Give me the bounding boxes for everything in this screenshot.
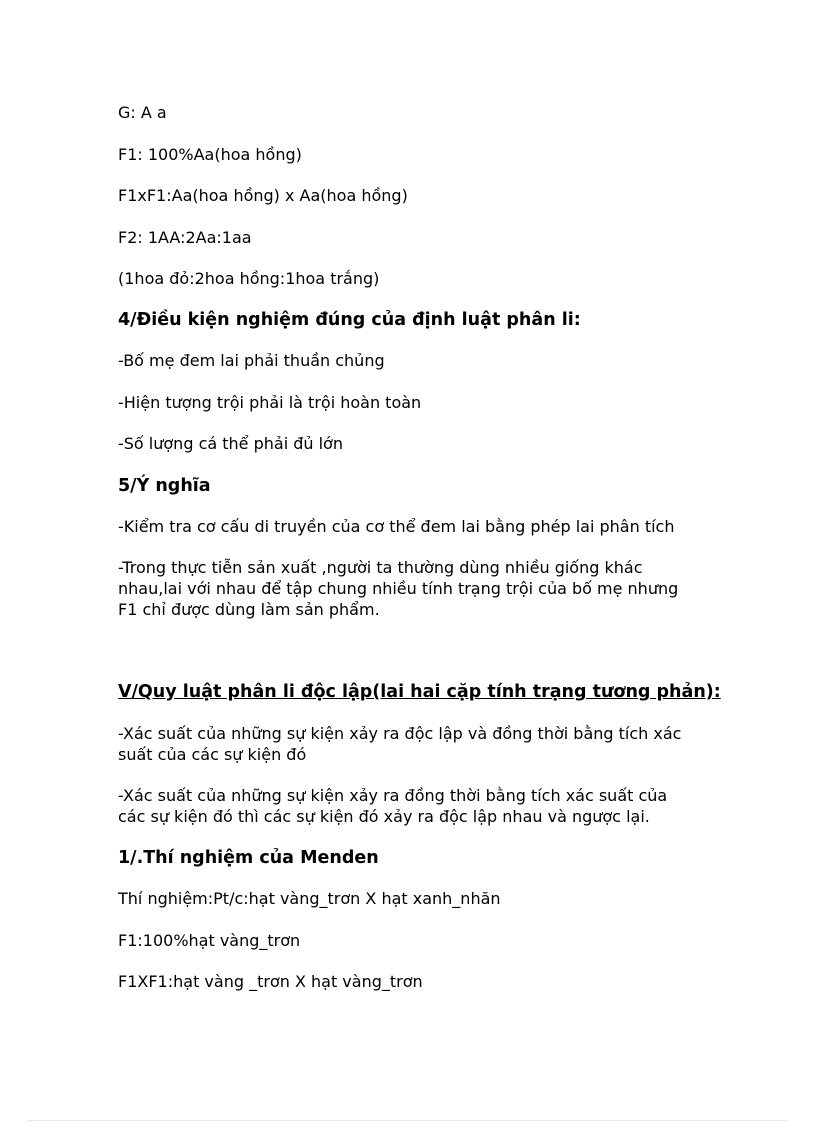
f1-line: F1: 100%Aa(hoa hồng) [118, 145, 302, 164]
meaning-2-line-2: nhau,lai với nhau để tập chung nhiều tính trạng trội của bố mẹ nhưng [118, 579, 679, 598]
section-heading-experiment: 1/.Thí nghiệm của Menden [118, 848, 379, 868]
condition-2: -Hiện tượng trội phải là trội hoàn toàn [118, 393, 422, 412]
condition-1: -Bố mẹ đem lai phải thuần chủng [118, 351, 385, 370]
probability-2-line-1: -Xác suất của những sự kiện xảy ra đồng thời bằng tích xác suất của [118, 786, 668, 805]
probability-1-line-2: suất của các sự kiện đó [118, 745, 307, 764]
chapter-heading-independent-assortment: V/Quy luật phân li độc lập(lai hai cặp tính trạng tương phản): [118, 682, 721, 702]
phenotype-ratio-line: (1hoa đỏ:2hoa hồng:1hoa trắng) [118, 269, 380, 288]
f1xf1-line: F1xF1:Aa(hoa hồng) x Aa(hoa hồng) [118, 186, 408, 205]
section-heading-conditions: 4/Điều kiện nghiệm đúng của định luật phân li: [118, 310, 581, 330]
probability-2-line-2: các sự kiện đó thì các sự kiện đó xảy ra độc lập nhau và ngược lại. [118, 807, 650, 826]
experiment-line-2: F1:100%hạt vàng_trơn [118, 931, 301, 950]
condition-3: -Số lượng cá thể phải đủ lớn [118, 434, 343, 453]
experiment-line-1: Thí nghiệm:Pt/c:hạt vàng_trơn X hạt xanh_nhăn [118, 889, 501, 908]
probability-1-line-1: -Xác suất của những sự kiện xảy ra độc lập và đồng thời bằng tích xác [118, 724, 682, 743]
section-heading-meaning: 5/Ý nghĩa [118, 476, 211, 496]
meaning-2-line-1: -Trong thực tiễn sản xuất ,người ta thường dùng nhiều giống khác [118, 558, 643, 577]
f2-line: F2: 1AA:2Aa:1aa [118, 228, 252, 247]
meaning-1: -Kiểm tra cơ cấu di truyền của cơ thể đem lai bằng phép lai phân tích [118, 517, 675, 536]
gamete-line: G: A a [118, 103, 167, 122]
experiment-line-3: F1XF1:hạt vàng _trơn X hạt vàng_trơn [118, 972, 423, 991]
page-bottom-divider [28, 1120, 788, 1121]
meaning-2-line-3: F1 chỉ được dùng làm sản phẩm. [118, 600, 380, 619]
